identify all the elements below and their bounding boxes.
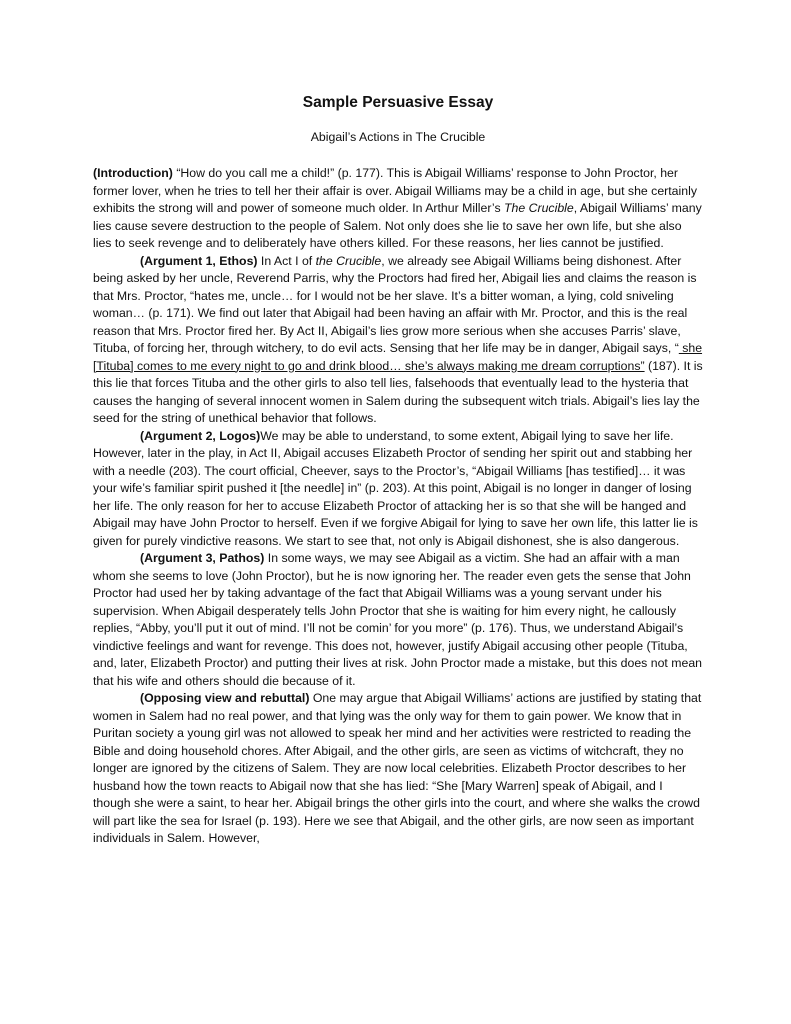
paragraph-text: One may argue that Abigail Williams’ actions are justified by stating that women in Salem had no real power, and that lying was the only way for them to gain power. We know that in Puritan society a young girl was not allowed to speak her mind and her activities were restricted to reading the Bible and doing household chores. After Abigail, and the other girls, are seen as victims of witchcraft, they no longer are ignored by the citizens of Salem. They are now local celebrities. Elizabeth Proctor describes to her husband how the town reacts to Abigail now that she has lied: “She [Mary Warren] speak of Abigail, and I though she were a saint, to hear her. Abigail brings the other girls into the court, and where she walks the crowd will part like the sea for Israel (p. 193). Here we see that Abigail, and the other girls, are now seen as important individuals in Salem. However, [93, 691, 702, 845]
underlined-quote: she [Tituba] comes to me every night to go and drink blood… she’s always making me dream corruptions” [93, 341, 703, 373]
italic-title: The Crucible [504, 201, 574, 215]
document-title: Sample Persuasive Essay [302, 94, 494, 111]
paragraph-label: (Argument 3, Pathos) [140, 551, 265, 565]
paragraph-argument-2 [93, 428, 703, 551]
paragraph-text: “How do you call me a child!” (p. 177). This is Abigail Williams’ response to John Proctor, her former lover, when he tries to tell her their affair is over. Abigail Williams may be a child in age, but she certainly exhibits the strong will and power of someone much older. In Arthur Miller’s [93, 166, 697, 215]
paragraph-argument-3 [93, 550, 703, 690]
paragraph-text: (187). It is this lie that forces Tituba and the other girls to also tell lies, falsehoods that eventually lead to the hysteria that causes the hanging of several innocent women in Salem during the subsequent witch trials. Abigail’s lies lay the seed for the string of unethical behavior that follows. [93, 358, 703, 425]
paragraph-text: In Act I of [257, 253, 316, 268]
paragraph-argument-1 [93, 253, 703, 428]
paragraph-introduction [93, 165, 703, 253]
italic-title: the Crucible [315, 253, 382, 268]
paragraph-label: (Argument 2, Logos) [140, 428, 261, 443]
paragraph-text: , we already see Abigail Williams being dishonest. After being asked by her uncle, Reverend Parris, why the Proctors had fired her, Abigail lies and claims the reason is that Mrs. Proctor, “hates me, uncle… for I would not be her slave. It’s a bitter woman, a lying, cold sniveling woman… (p. 171). We find out later that Abigail had been having an affair with Mr. Proctor, and this is the real reason that Mrs. Proctor fired her. By Act II, Abigail’s lies grow more serious when she accuses Parris’ slave, Tituba, of forcing her, through witchery, to do evil acts. Sensing that her life may be in danger, Abigail says, “ [93, 253, 697, 355]
paragraph-text: We may be able to understand, to some extent, Abigail lying to save her life. However, later in the play, in Act II, Abigail accuses Elizabeth Proctor of sending her spirit out and stabbing her with a needle (203). The court official, Cheever, says to the Proctor’s, “Abigail Williams [has testified]… it was your wife’s familiar spirit pushed it [the needle] in” (p. 203). At this point, Abigail is no longer in danger of losing her life. The only reason for her to accuse Elizabeth Proctor of attacking her is so that she will be hanged and Abigail may have John Proctor to herself. Even if we forgive Abigail for lying to save her own life, this latter lie is given for purely vindictive reasons. We start to see that, not only is Abigail dishonest, she is also dangerous. [93, 428, 698, 548]
paragraph-label: (Opposing view and rebuttal) [140, 691, 310, 705]
paragraph-label: (Argument 1, Ethos) [140, 253, 258, 268]
paragraph-text: In some ways, we may see Abigail as a victim. She had an affair with a man whom she seems to love (John Proctor), but he is now ignoring her. The reader even gets the sense that John Proctor had used her by taking advantage of the fact that Abigail Williams was a young servant under his supervision. When Abigail desperately tells John Proctor that she is waiting for him every night, he callously replies, “Abby, you’ll put it out of mind. I’ll not be comin’ for you more” (p. 176). Thus, we understand Abigail’s vindictive feelings and want for revenge. This does not, however, justify Abigail accusing other people (Tituba, and, later, Elizabeth Proctor) and putting their lives at risk. John Proctor made a mistake, but this does not mean that his wife and others should die because of it. [93, 551, 703, 688]
document-page [93, 93, 703, 848]
paragraph-text: , Abigail Williams’ many lies cause severe destruction to the people of Salem. Not only does she lie to save her own life, but she also lies to seek revenge and to deliberately have others killed. For these reasons, her lies cannot be justified. [93, 201, 702, 250]
paragraph-opposing-view [93, 690, 703, 848]
document-subtitle: Abigail’s Actions in The Crucible [310, 130, 486, 144]
paragraph-label: (Introduction) [93, 166, 173, 180]
